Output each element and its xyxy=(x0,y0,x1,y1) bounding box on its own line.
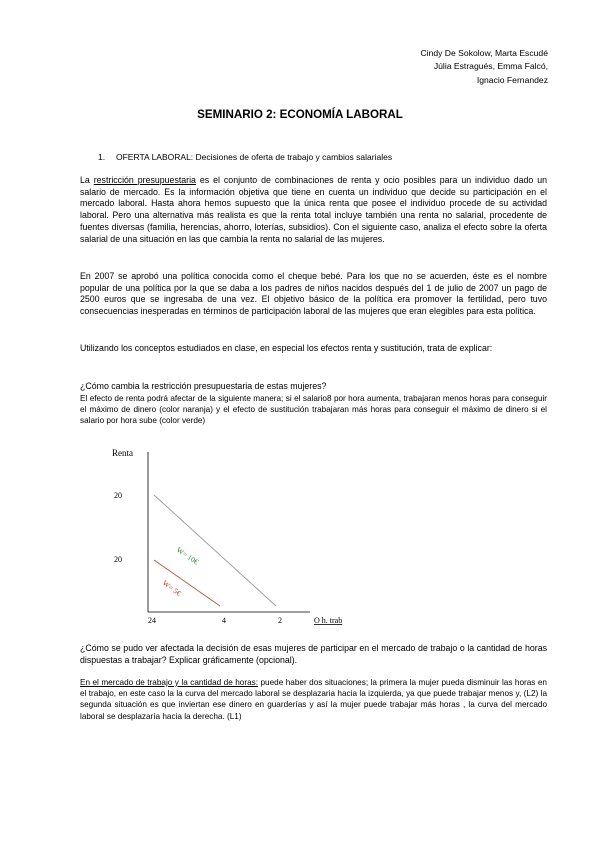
x-tick-label: 4 xyxy=(222,616,226,625)
x-axis-label: O h. trab xyxy=(314,616,343,625)
series-label-low-wage: W= 5€ xyxy=(160,578,183,598)
series-label-high-wage: W= 10€ xyxy=(174,545,201,567)
answer-2-body: puede haber dos situaciones; la primera la mujer pueda disminuir las horas en el trabajo, en este caso la la curva del mercado laboral se desplazaria hacia la izquierda, ya que puede trabajar menos y, (L2) la segunda situación es que inviertan ese dinero en guarderías y así la mujer puede trabajar más horas , la curva del mercado laboral se desplazaría hacia la derecha. (L1) xyxy=(80,678,547,721)
answer-1: El efecto de renta podrá afectar de la siguiente manera; si el salario8 por hora aumenta, trabajaran menos horas para conseguir el máximo de dinero (color naranja) y el efecto de sustitución trabajaran más horas para conseguir el máximo de dinero si el salario por hora sube (color verde) xyxy=(80,394,547,426)
answer-2 xyxy=(80,677,547,722)
authors-block xyxy=(420,47,548,87)
underlined-term: En el mercado de trabajo y la cantidad de horas: xyxy=(80,678,259,687)
author-line: Cindy De Sokolow, Marta Escudé xyxy=(420,48,548,58)
question-1: ¿Cómo cambia la restricción presupuestaria de estas mujeres? xyxy=(80,381,327,391)
question-2: ¿Cómo se pudo ver afectada la decisión de esas mujeres de participar en el mercado de trabajo o la cantidad de horas dispuestas a trabajar? Explicar gráficamente (opcional). xyxy=(80,643,547,665)
x-tick-label: 2 xyxy=(278,616,282,625)
paragraph-budget-constraint xyxy=(80,175,547,245)
section-label: OFERTA LABORAL: xyxy=(116,152,194,162)
author-line: Ignacio Fernandez xyxy=(476,74,548,85)
paragraph-lead: La xyxy=(80,175,94,185)
paragraph-instructions: Utilizando los conceptos estudiados en clase, en especial los efectos renta y sustitución, trata de explicar: xyxy=(80,343,493,353)
paragraph-cheque-bebe: En 2007 se aprobó una política conocida como el cheque bebé. Para los que no se acuerden, éste es el nombre popular de una política por la que se daba a los padres de niños nacidos después del 1 de julio de 2007 un pago de 2500 euros que se ingresaba de una vez. El objetivo básico de la política era promover la fertilidad, pero tuvo consecuencias inesperadas en términos de participación laboral de las mujeres que eran elegibles para esta política. xyxy=(80,271,547,317)
underlined-term: restricción presupuestaria xyxy=(93,175,196,185)
section-subtitle: Decisiones de oferta de trabajo y cambios salariales xyxy=(195,152,393,162)
paragraph-body: es el conjunto de combinaciones de renta y ocio posibles para un individuo dado un salario de mercado. Es la información objetiva que tiene en cuenta un individuo que decide su participación en el mercado laboral. Hasta ahora hemos supuesto que la única renta que posee el individuo procede de su actividad laboral. Pero una alternativa más realista es que la renta total incluye también una renta no salarial, procedente de fuentes diversas (familia, herencias, ahorro, loterías, subsidios). Con el siguiente caso, analiza el efecto sobre la oferta salarial de una situación en las que cambia la renta no salarial de las mujeres. xyxy=(80,175,547,244)
y-tick-label: 20 xyxy=(114,555,122,564)
x-tick-label: 24 xyxy=(148,616,156,625)
author-line: Júlia Estragués, Emma Falcó, xyxy=(433,61,548,72)
section-heading xyxy=(98,152,392,162)
section-number: 1. xyxy=(98,152,106,162)
y-axis-label: Renta xyxy=(112,448,133,458)
budget-constraint-chart xyxy=(100,440,360,625)
y-tick-label: 20 xyxy=(114,491,122,500)
document-title: SEMINARIO 2: ECONOMÍA LABORAL xyxy=(197,108,403,121)
